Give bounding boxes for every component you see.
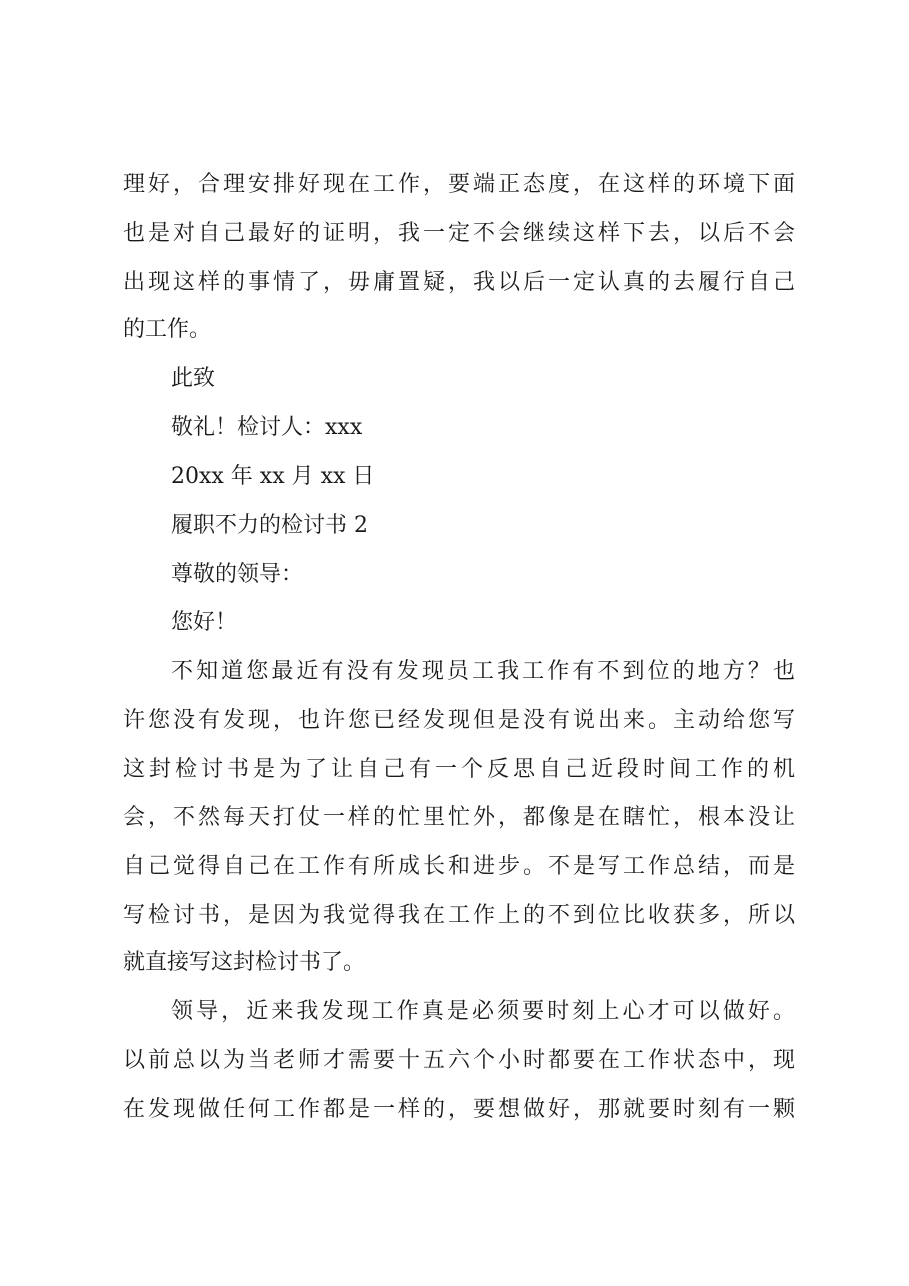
letter-title: 履职不力的检讨书 2 <box>171 513 368 538</box>
paragraph-line: 理好，合理安排好现在工作，要端正态度，在这样的环境下面 <box>123 172 795 197</box>
paragraph-line: 在发现做任何工作都是一样的，要想做好，那就要时刻有一颗 <box>123 1097 795 1122</box>
paragraph-line: 就直接写这封检讨书了。 <box>123 950 366 975</box>
closing-text: 此致 <box>171 366 216 391</box>
paragraph-line: 自己觉得自己在工作有所成长和进步。不是写工作总结，而是 <box>123 854 795 879</box>
paragraph-line: 以前总以为当老师才需要十五六个小时都要在工作状态中，现 <box>123 1048 795 1073</box>
date-line: 20xx 年 xx 月 xx 日 <box>171 464 375 489</box>
paragraph-line: 会，不然每天打仗一样的忙里忙外，都像是在瞎忙，根本没让 <box>123 805 795 830</box>
paragraph-line: 许您没有发现，也许您已经发现但是没有说出来。主动给您写 <box>123 708 795 733</box>
paragraph-line: 写检讨书，是因为我觉得我在工作上的不到位比收获多，所以 <box>123 903 795 928</box>
paragraph-line: 出现这样的事情了，毋庸置疑，我以后一定认真的去履行自己 <box>123 270 795 295</box>
greeting: 您好！ <box>171 610 238 635</box>
salutation: 尊敬的领导： <box>171 562 304 587</box>
salute-signer: 敬礼！检讨人：xxx <box>171 415 363 440</box>
paragraph-line: 领导，近来我发现工作真是必须要时刻上心才可以做好。 <box>171 999 795 1024</box>
paragraph-line: 的工作。 <box>123 317 212 342</box>
paragraph-line: 也是对自己最好的证明，我一定不会继续这样下去，以后不会 <box>123 221 795 246</box>
paragraph-line: 这封检讨书是为了让自己有一个反思自己近段时间工作的机 <box>123 757 795 782</box>
paragraph-line: 不知道您最近有没有发现员工我工作有不到位的地方？也 <box>171 659 795 684</box>
